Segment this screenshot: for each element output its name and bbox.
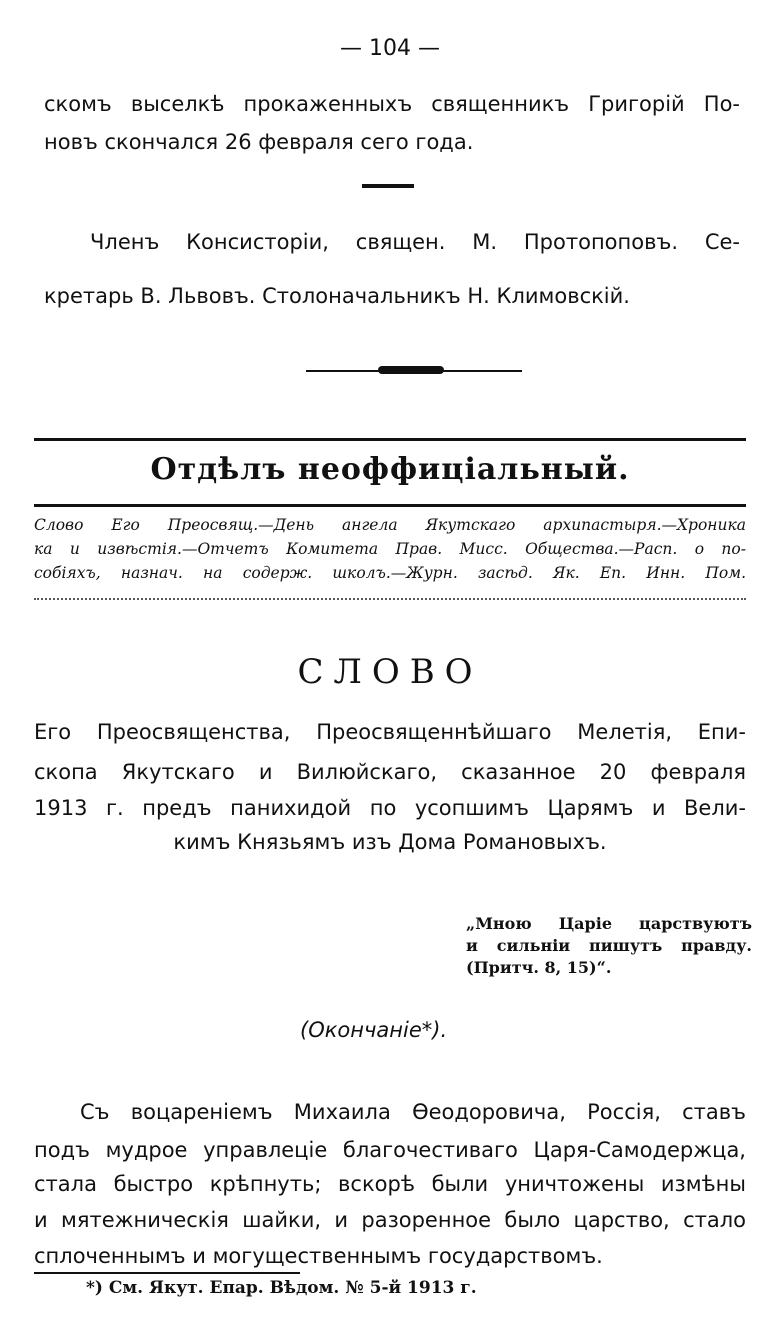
- epigraph-line-3: (Притч. 8, 15)“.: [466, 958, 612, 977]
- body-line-4: и мятежническія шайки, и разоренное было царство, стало: [34, 1208, 746, 1232]
- page-number: — 104 —: [340, 36, 440, 61]
- body-line-5: сплоченнымъ и могущественнымъ государствомъ.: [34, 1244, 603, 1268]
- header-rule-bottom: [34, 504, 746, 507]
- sermon-subtitle-line-2: скопа Якутскаго и Вилюйскаго, сказанное 20 февраля: [34, 760, 746, 784]
- body-line-2: подъ мудрое управлеціе благочестиваго Царя-Самодержца,: [34, 1138, 746, 1162]
- contents-rule: [34, 598, 746, 600]
- ending-note: (Окончаніе*).: [300, 1018, 448, 1042]
- sermon-subtitle-line-1: Его Преосвященства, Преосвященнѣйшаго Мелетія, Епи-: [34, 720, 746, 744]
- epigraph-line-2: и сильніи пишутъ правду.: [466, 936, 752, 955]
- footnote-rule: [34, 1272, 300, 1274]
- header-rule-top: [34, 438, 746, 441]
- signature-line-2: кретарь В. Львовъ. Столоначальникъ Н. Климовскій.: [44, 284, 630, 308]
- short-separator: [362, 184, 414, 188]
- top-paragraph-line-1: скомъ выселкѣ прокаженныхъ священникъ Григорій По-: [44, 92, 740, 116]
- section-title: Отдѣлъ неоффиціальный.: [150, 452, 630, 487]
- contents-line-1: Слово Его Преосвящ.—День ангела Якутскаго архипастыря.—Хроника: [34, 516, 746, 534]
- contents-line-3: собіяхъ, назнач. на содерж. школъ.—Журн. засѣд. Як. Еп. Инн. Пом.: [34, 564, 746, 582]
- epigraph-line-1: „Мною Царіе царствуютъ: [466, 914, 752, 933]
- footnote: *) См. Якут. Епар. Вѣдом. № 5-й 1913 г.: [86, 1278, 477, 1298]
- sermon-title: СЛОВО: [297, 652, 483, 692]
- body-line-3: стала быстро крѣпнуть; вскорѣ были уничтожены измѣны: [34, 1172, 746, 1196]
- sermon-subtitle-line-3: 1913 г. предъ панихидой по усопшимъ Царямъ и Вели-: [34, 796, 746, 820]
- contents-line-2: ка и извѣстія.—Отчетъ Комитета Прав. Мисс. Общества.—Расп. о по-: [34, 540, 746, 558]
- ornament-center: [378, 366, 444, 374]
- signature-line-1: Членъ Консисторіи, священ. М. Протопоповъ. Се-: [90, 230, 740, 254]
- sermon-subtitle-line-4: кимъ Князьямъ изъ Дома Романовыхъ.: [173, 830, 607, 854]
- body-line-1: Съ воцареніемъ Михаила Ѳеодоровича, Россія, ставъ: [80, 1100, 746, 1124]
- top-paragraph-line-2: новъ скончался 26 февраля сего года.: [44, 130, 474, 154]
